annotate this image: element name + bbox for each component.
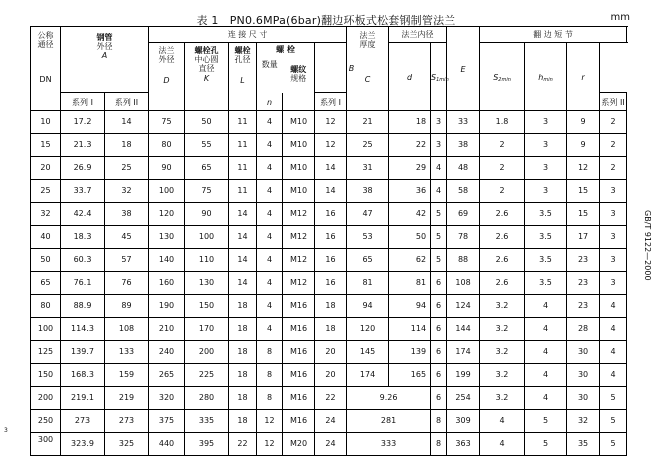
cell-r: 4 [600,364,627,387]
table-row [31,180,627,203]
table-row [31,226,627,249]
cell-l: 11 [229,111,257,134]
cell-c: 24 [315,410,347,433]
cell-b2: 22 [389,134,431,157]
cell-s1: 3.2 [480,318,525,341]
cell-l: 14 [229,226,257,249]
cell-d-od: 240 [149,341,185,364]
flange-dimension-table [30,26,627,456]
header-bolt-group: 螺 栓 数量 螺纹 规格 [257,43,315,93]
cell-d: 78 [447,226,480,249]
cell-c: 16 [315,226,347,249]
cell-h: 23 [567,295,600,318]
cell-r: 5 [600,410,627,433]
cell-dn: 20 [31,157,61,180]
cell-a2: 32 [105,180,149,203]
cell-b1: 145 [347,341,389,364]
cell-h: 9 [567,111,600,134]
cell-thread: M12 [283,249,315,272]
cell-s2: 4 [525,318,567,341]
page-mark: 3 [4,427,8,434]
header-e: E [447,27,480,111]
table-row [31,157,627,180]
cell-l: 14 [229,272,257,295]
cell-h: 15 [567,180,600,203]
cell-b1: 21 [347,111,389,134]
cell-r: 3 [600,226,627,249]
table-row [31,134,627,157]
cell-a1: 323.9 [61,433,105,456]
table-row [31,433,627,456]
cell-b1: 47 [347,203,389,226]
cell-a1: 139.7 [61,341,105,364]
cell-h: 17 [567,226,600,249]
cell-s2: 3.5 [525,249,567,272]
header-bolt-hole: 螺栓 孔径 L [229,43,257,111]
cell-h: 9 [567,134,600,157]
cell-s1: 2 [480,157,525,180]
header-hmin: $h_{min}$ [525,43,567,111]
cell-c: 14 [315,157,347,180]
cell-n: 4 [257,134,283,157]
cell-k: 170 [185,318,229,341]
cell-a2: 325 [105,433,149,456]
cell-a1: 60.3 [61,249,105,272]
cell-h: 23 [567,272,600,295]
cell-s2: 3 [525,111,567,134]
cell-n: 4 [257,249,283,272]
header-r: r [567,43,600,111]
cell-b2: 114 [389,318,431,341]
header-n: n [257,93,283,111]
cell-a2: 219 [105,387,149,410]
cell-d-od: 210 [149,318,185,341]
cell-a2: 45 [105,226,149,249]
cell-d-od: 100 [149,180,185,203]
cell-l: 18 [229,364,257,387]
cell-s1: 2.6 [480,249,525,272]
cell-b2: 165 [389,364,431,387]
table-row [31,387,627,410]
cell-thread: M10 [283,180,315,203]
cell-e: 6 [431,387,447,410]
table-row [31,111,627,134]
cell-dn: 125 [31,341,61,364]
cell-c: 16 [315,249,347,272]
header-row-1 [31,27,627,43]
cell-k: 200 [185,341,229,364]
cell-n: 4 [257,157,283,180]
header-connection-size: 连 接 尺 寸 [149,27,347,43]
cell-thread: M16 [283,318,315,341]
cell-l: 14 [229,249,257,272]
cell-s1: 3.2 [480,364,525,387]
cell-n: 4 [257,318,283,341]
cell-dn: 10 [31,111,61,134]
cell-h: 15 [567,203,600,226]
cell-a2: 25 [105,157,149,180]
header-thread-blank [283,93,315,111]
cell-c: 20 [315,341,347,364]
cell-c: 12 [315,134,347,157]
cell-h: 12 [567,157,600,180]
cell-b1: 31 [347,157,389,180]
cell-c: 14 [315,180,347,203]
cell-c: 16 [315,272,347,295]
cell-n: 8 [257,364,283,387]
cell-s1: 2 [480,134,525,157]
header-flange-od: 法兰 外径 D [149,43,185,111]
cell-k: 100 [185,226,229,249]
cell-s1: 2.6 [480,272,525,295]
cell-r: 3 [600,249,627,272]
header-thread: 螺纹 规格 [290,65,307,84]
cell-k: 395 [185,433,229,456]
cell-thread: M12 [283,203,315,226]
cell-thread: M16 [283,364,315,387]
cell-d-od: 120 [149,203,185,226]
cell-a1: 88.9 [61,295,105,318]
cell-s2: 3 [525,157,567,180]
cell-a2: 273 [105,410,149,433]
cell-k: 150 [185,295,229,318]
cell-b2: 29 [389,157,431,180]
standard-number: GB/T 9122—2000 [643,209,652,281]
cell-d: 363 [447,433,480,456]
cell-d: 58 [447,180,480,203]
cell-e: 6 [431,295,447,318]
cell-s2: 3.5 [525,272,567,295]
cell-b1: 94 [347,295,389,318]
cell-d: 144 [447,318,480,341]
cell-e: 6 [431,364,447,387]
cell-d: 38 [447,134,480,157]
cell-e: 5 [431,226,447,249]
cell-d: 33 [447,111,480,134]
cell-a2: 159 [105,364,149,387]
cell-e: 8 [431,410,447,433]
cell-s1: 2.6 [480,203,525,226]
cell-d-od: 320 [149,387,185,410]
cell-a1: 17.2 [61,111,105,134]
header-flange-bore: 法兰内径 [389,27,447,43]
cell-a1: 114.3 [61,318,105,341]
cell-a1: 33.7 [61,180,105,203]
cell-e: 6 [431,272,447,295]
cell-r: 2 [600,134,627,157]
cell-d: 88 [447,249,480,272]
cell-k: 90 [185,203,229,226]
cell-k: 55 [185,134,229,157]
cell-a2: 57 [105,249,149,272]
cell-s2: 4 [525,341,567,364]
cell-d: 48 [447,157,480,180]
cell-thread: M10 [283,157,315,180]
cell-n: 4 [257,111,283,134]
cell-e: 6 [431,318,447,341]
cell-n: 8 [257,387,283,410]
cell-b2: 94 [389,295,431,318]
cell-thread: M16 [283,387,315,410]
cell-b-merged: 9.26 [347,387,431,410]
cell-n: 4 [257,272,283,295]
header-bolt-qty: 数量 [261,60,278,70]
cell-l: 11 [229,180,257,203]
cell-r: 2 [600,111,627,134]
cell-dn: 15 [31,134,61,157]
cell-r: 5 [600,387,627,410]
cell-s2: 3 [525,180,567,203]
cell-b1: 81 [347,272,389,295]
cell-s1: 2 [480,180,525,203]
cell-b2: 42 [389,203,431,226]
table-number: 表 1 [196,14,219,27]
cell-a2: 14 [105,111,149,134]
cell-b1: 120 [347,318,389,341]
cell-s2: 3.5 [525,203,567,226]
header-s2min: $S_{2min}$ [480,43,525,111]
header-pipe-od: 钢管 外径 A [61,27,149,93]
cell-d-od: 440 [149,433,185,456]
cell-thread: M16 [283,341,315,364]
cell-c: 12 [315,111,347,134]
cell-dn: 100 [31,318,61,341]
cell-d: 174 [447,341,480,364]
cell-n: 4 [257,203,283,226]
cell-l: 18 [229,341,257,364]
cell-b1: 53 [347,226,389,249]
cell-l: 18 [229,318,257,341]
cell-dn: 300 [31,433,61,456]
cell-e: 4 [431,180,447,203]
header-bore-symbol: B [315,43,389,93]
cell-h: 30 [567,387,600,410]
table-row [31,341,627,364]
cell-e: 5 [431,203,447,226]
cell-d: 69 [447,203,480,226]
cell-l: 11 [229,157,257,180]
header-series-1: 系列 I [61,93,105,111]
cell-s2: 5 [525,433,567,456]
cell-dn: 25 [31,180,61,203]
cell-h: 23 [567,249,600,272]
cell-thread: M12 [283,272,315,295]
table-row [31,249,627,272]
cell-c: 18 [315,318,347,341]
cell-d: 108 [447,272,480,295]
cell-a2: 38 [105,203,149,226]
cell-r: 3 [600,180,627,203]
cell-s1: 3.2 [480,341,525,364]
cell-n: 8 [257,341,283,364]
cell-b1: 65 [347,249,389,272]
cell-s2: 3.5 [525,226,567,249]
cell-b2: 50 [389,226,431,249]
cell-b-merged: 333 [347,433,431,456]
cell-n: 12 [257,433,283,456]
cell-a2: 76 [105,272,149,295]
cell-r: 3 [600,272,627,295]
cell-k: 225 [185,364,229,387]
cell-e: 3 [431,111,447,134]
header-s1min: $S_{1min}$ [431,43,447,111]
cell-b2: 81 [389,272,431,295]
table-row [31,272,627,295]
cell-a2: 18 [105,134,149,157]
cell-k: 280 [185,387,229,410]
header-d: d [389,43,431,111]
header-bore-series-1: 系列 I [315,93,347,111]
header-nominal-diameter: 公称 通径 DN [31,27,61,111]
cell-h: 30 [567,364,600,387]
cell-a1: 273 [61,410,105,433]
cell-b2: 62 [389,249,431,272]
cell-c: 16 [315,203,347,226]
cell-r: 5 [600,433,627,456]
cell-s2: 5 [525,410,567,433]
cell-dn: 50 [31,249,61,272]
cell-dn: 40 [31,226,61,249]
cell-dn: 250 [31,410,61,433]
cell-d: 254 [447,387,480,410]
cell-l: 18 [229,410,257,433]
cell-d-od: 375 [149,410,185,433]
cell-s2: 4 [525,364,567,387]
cell-a1: 168.3 [61,364,105,387]
cell-k: 75 [185,180,229,203]
cell-e: 3 [431,134,447,157]
table-row [31,295,627,318]
cell-thread: M10 [283,134,315,157]
cell-c: 18 [315,295,347,318]
cell-r: 2 [600,157,627,180]
cell-dn: 32 [31,203,61,226]
cell-b-merged: 281 [347,410,431,433]
cell-c: 22 [315,387,347,410]
cell-d-od: 265 [149,364,185,387]
table-row [31,364,627,387]
cell-a1: 76.1 [61,272,105,295]
cell-d-od: 160 [149,272,185,295]
cell-d: 199 [447,364,480,387]
cell-thread: M16 [283,295,315,318]
cell-k: 65 [185,157,229,180]
cell-thread: M20 [283,433,315,456]
header-bore-series-2: 系列 II [600,93,627,111]
cell-r: 4 [600,295,627,318]
cell-s2: 4 [525,295,567,318]
header-series-2: 系列 II [105,93,149,111]
cell-b1: 38 [347,180,389,203]
cell-k: 130 [185,272,229,295]
cell-dn: 200 [31,387,61,410]
cell-s2: 3 [525,134,567,157]
cell-s1: 2.6 [480,226,525,249]
cell-thread: M12 [283,226,315,249]
cell-h: 32 [567,410,600,433]
cell-e: 5 [431,249,447,272]
cell-a2: 108 [105,318,149,341]
cell-s1: 3.2 [480,295,525,318]
cell-c: 24 [315,433,347,456]
cell-l: 14 [229,203,257,226]
cell-e: 8 [431,433,447,456]
cell-h: 28 [567,318,600,341]
cell-n: 4 [257,295,283,318]
header-flange-thickness: 法兰 厚度 C [347,27,389,111]
cell-a2: 89 [105,295,149,318]
unit-label: mm [610,12,630,23]
cell-dn: 65 [31,272,61,295]
cell-k: 335 [185,410,229,433]
cell-r: 4 [600,318,627,341]
cell-a1: 42.4 [61,203,105,226]
cell-n: 4 [257,226,283,249]
header-bolt-circle: 螺栓孔 中心圆 直径 K [185,43,229,111]
cell-d-od: 80 [149,134,185,157]
cell-d: 124 [447,295,480,318]
cell-thread: M16 [283,410,315,433]
cell-n: 4 [257,180,283,203]
cell-a1: 26.9 [61,157,105,180]
cell-b1: 174 [347,364,389,387]
cell-a1: 18.3 [61,226,105,249]
cell-e: 6 [431,341,447,364]
cell-l: 18 [229,295,257,318]
cell-k: 50 [185,111,229,134]
cell-d-od: 75 [149,111,185,134]
cell-c: 20 [315,364,347,387]
cell-s2: 4 [525,387,567,410]
cell-s1: 4 [480,410,525,433]
cell-n: 12 [257,410,283,433]
cell-d-od: 90 [149,157,185,180]
cell-b2: 139 [389,341,431,364]
cell-b2: 18 [389,111,431,134]
cell-r: 3 [600,203,627,226]
cell-d-od: 140 [149,249,185,272]
cell-a2: 133 [105,341,149,364]
cell-d-od: 190 [149,295,185,318]
cell-s1: 1.8 [480,111,525,134]
cell-l: 22 [229,433,257,456]
table-row [31,318,627,341]
cell-thread: M10 [283,111,315,134]
cell-a1: 219.1 [61,387,105,410]
table-title: PN0.6MPa(6bar)翻边环板式松套钢制管法兰 [229,14,456,27]
cell-d-od: 130 [149,226,185,249]
table-row [31,410,627,433]
cell-h: 30 [567,341,600,364]
cell-r: 4 [600,341,627,364]
cell-e: 4 [431,157,447,180]
cell-b2: 36 [389,180,431,203]
cell-h: 35 [567,433,600,456]
cell-l: 18 [229,387,257,410]
cell-dn: 150 [31,364,61,387]
cell-s1: 4 [480,433,525,456]
cell-k: 110 [185,249,229,272]
cell-dn: 80 [31,295,61,318]
cell-l: 11 [229,134,257,157]
cell-d: 309 [447,410,480,433]
cell-s1: 3.2 [480,387,525,410]
header-stub-end: 翻 边 短 节 [480,27,627,43]
table-row [31,203,627,226]
cell-b1: 25 [347,134,389,157]
cell-a1: 21.3 [61,134,105,157]
